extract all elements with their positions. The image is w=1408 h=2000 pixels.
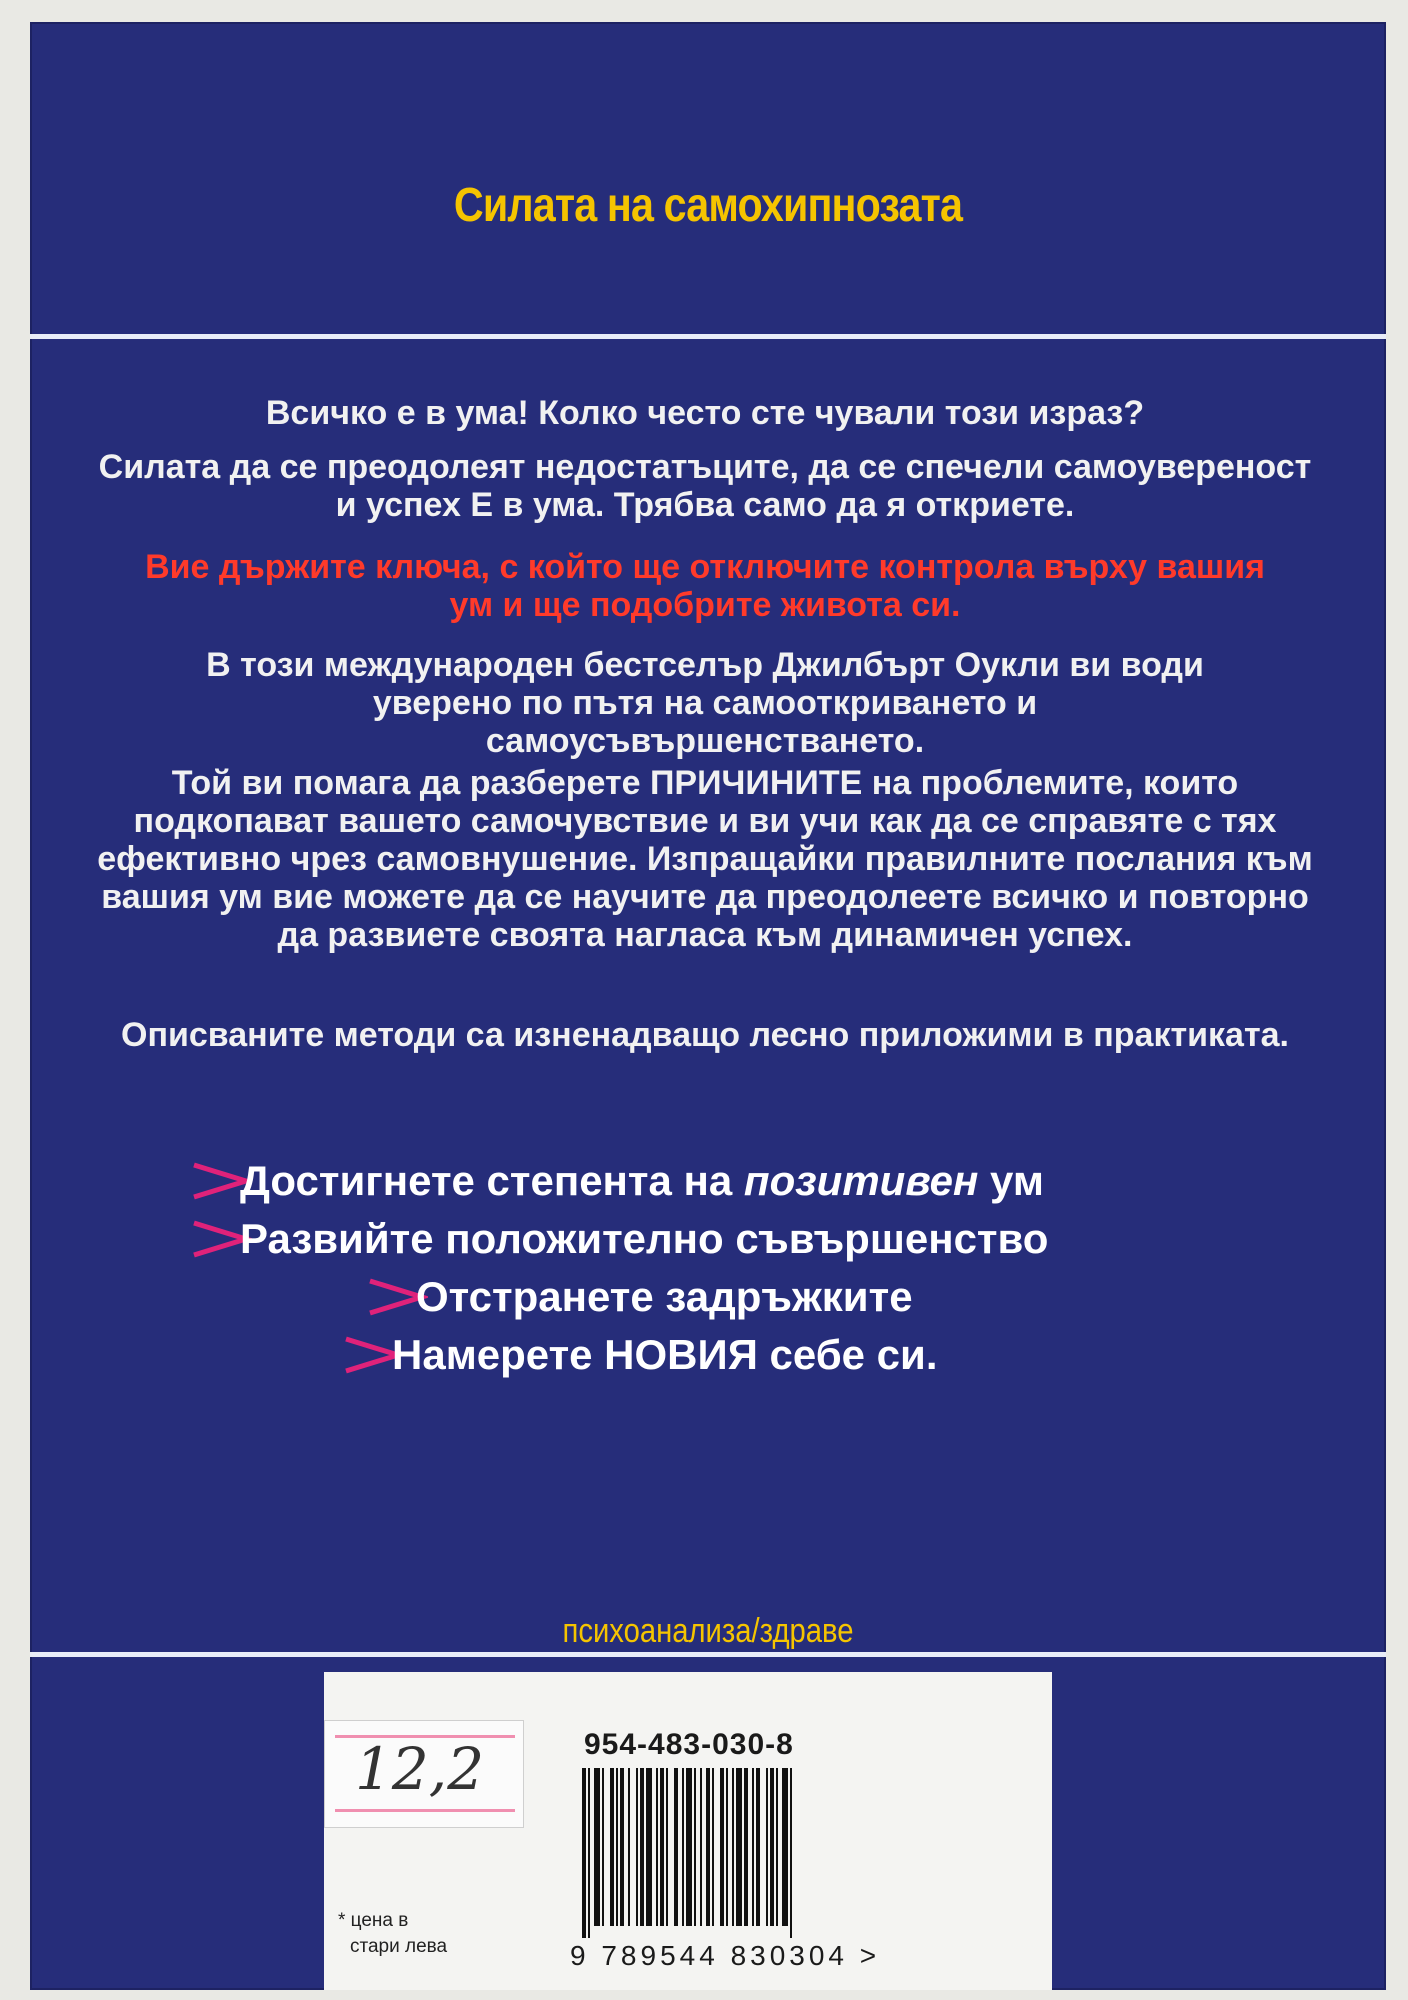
sticker-price: 12,2 bbox=[355, 1735, 485, 1803]
sticker-line bbox=[335, 1809, 515, 1812]
highlight-paragraph: Вие държите ключа, с който ще отключите контрола върху вашия ум и ще подобрите живота си. bbox=[145, 548, 1265, 624]
benefit-emphasis: позитивен bbox=[743, 1157, 979, 1204]
barcode-panel bbox=[324, 1672, 1052, 1990]
benefit-text: Развийте положително съвършенство bbox=[240, 1215, 1049, 1262]
book-back-cover bbox=[30, 22, 1386, 1990]
intro-paragraph-2: Силата да се преодолеят недостатъците, да се спечели самоувереност и успех Е в ума. Трябва само да я откриете. bbox=[98, 448, 1312, 524]
benefit-item-1 bbox=[30, 1152, 1386, 1210]
bottom-divider bbox=[30, 1652, 1386, 1657]
price-sticker bbox=[324, 1720, 524, 1828]
price-note-line-1: * цена в bbox=[338, 1910, 409, 1931]
ean-number: 9 789544 830304 > bbox=[570, 1940, 881, 1971]
intro-paragraph-1: Всичко е в ума! Колко често сте чували този израз? bbox=[265, 394, 1145, 432]
barcode-image bbox=[578, 1768, 898, 1938]
benefit-text: Достигнете степента на bbox=[240, 1157, 744, 1204]
benefits-list bbox=[30, 1152, 1386, 1384]
category-label: психоанализа/здраве bbox=[562, 1612, 854, 1650]
description-paragraph-2: Той ви помага да разберете ПРИЧИНИТЕ на проблемите, които подкопават вашето самочувствие и ви учи как да се справяте с тях ефективно чрез самовнушение. Изпращайки правилните послания към вашия ум вие можете да се научите да преодолеете всичко и повторно да развиете своята нагласа към динамичен успех. bbox=[97, 764, 1313, 954]
description-paragraph-3: Описваните методи са изненадващо лесно приложими в практиката. bbox=[121, 1016, 1289, 1054]
benefit-text: Намерете НОВИЯ себе си. bbox=[392, 1331, 938, 1378]
benefit-item-3 bbox=[30, 1268, 1386, 1326]
benefit-item-4 bbox=[30, 1326, 1386, 1384]
benefit-item-2 bbox=[30, 1210, 1386, 1268]
isbn-number: 954-483-030-8 bbox=[584, 1728, 794, 1761]
price-note bbox=[338, 1908, 447, 1960]
description-paragraph-1: В този международен бестселър Джилбърт Оукли ви води уверено по пътя на самооткриването и самоусъвършенстването. bbox=[206, 646, 1204, 760]
benefit-text: Отстранете задръжките bbox=[416, 1273, 913, 1320]
top-divider bbox=[30, 334, 1386, 339]
price-note-line-2: стари лева bbox=[350, 1936, 448, 1957]
benefit-text-end: ум bbox=[978, 1157, 1044, 1204]
book-title: Силата на самохипнозата bbox=[453, 179, 963, 232]
